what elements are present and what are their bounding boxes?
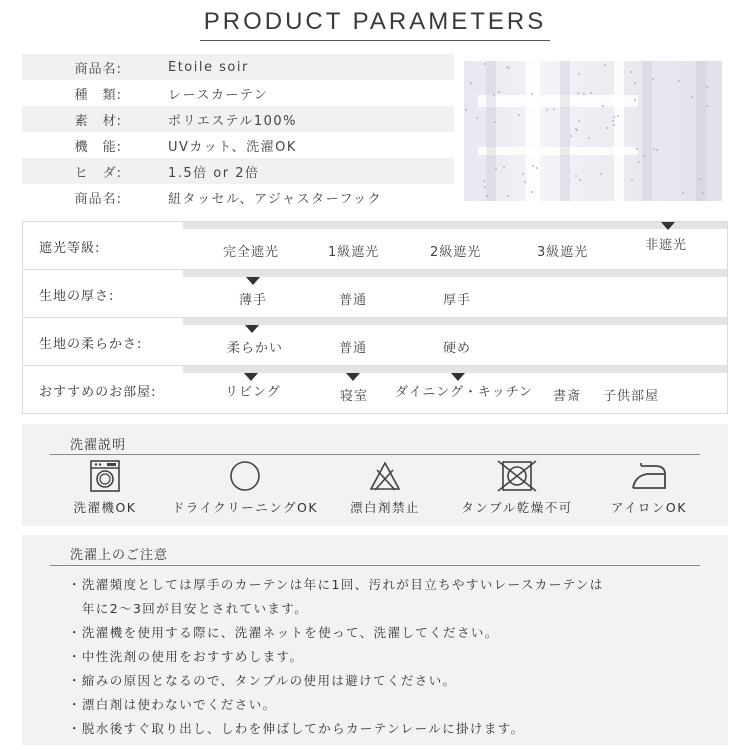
rating-option: 普通 [339,293,368,308]
lace-sparkle [484,63,486,65]
note-item: ・洗濯頻度としては厚手のカーテンは年に1回、汚れが目立ちやすいレースカーテンは [68,577,604,592]
lace-sparkle [678,80,680,82]
rating-band [183,366,727,373]
lace-sparkle [588,137,590,139]
lace-sparkle [617,115,619,117]
param-key: 機 能: [74,139,122,155]
page-heading [0,8,750,41]
lace-sparkle [494,121,496,123]
page-title: PRODUCT PARAMETERS [200,8,550,41]
param-row [22,80,454,106]
selected-marker-icon [244,373,258,381]
lace-sparkle [483,180,485,182]
param-row [22,184,454,210]
note-item: 年に2〜3回が目安とされています。 [68,601,309,616]
parameter-table [22,54,454,210]
selected-marker-icon [346,373,360,381]
lace-sparkle [507,195,509,197]
lace-sparkle [486,195,488,197]
lace-sparkle [590,92,592,94]
lace-sparkle [575,128,577,130]
divider [50,454,700,455]
note-item: ・漂白剤は使わないでください。 [68,697,277,712]
rating-option: 1級遮光 [328,245,380,260]
selected-marker-icon [661,222,675,230]
param-key: 種 類: [74,87,122,103]
rating-band [183,270,727,277]
param-value: Etoile soir [168,59,249,75]
lace-sparkle [699,178,701,180]
lace-sparkle [578,73,580,75]
notes-title: 洗濯上のご注意 [70,548,169,563]
param-value: 1.5倍 or 2倍 [168,165,260,181]
lace-sparkle [583,93,585,95]
rating-label: 遮光等級: [39,241,101,256]
note-item: ・脱水後すぐ取り出し、しわを伸ばしてからカーテンレールに掛けます。 [68,721,525,736]
rating-option: ダイニング・キッチン [395,385,534,400]
lace-sparkle [506,66,508,68]
lace-sparkle [656,149,658,151]
lace-sparkle [503,166,505,168]
lace-sparkle [536,167,538,169]
lace-sparkle [706,86,708,88]
lace-sparkle [570,135,572,137]
lace-sparkle [575,175,577,177]
rating-option: 書斎 [553,389,582,404]
param-value: レースカーテン [168,87,269,103]
lace-sparkle [465,109,467,111]
wash-item-label: 漂白剤禁止 [349,500,420,515]
lace-sparkle [630,71,632,73]
lace-sparkle [652,78,654,80]
rating-option: 2級遮光 [430,245,482,260]
lace-sparkle [495,168,497,170]
wash-item-label: タンブル乾燥不可 [461,500,573,515]
wash-item [170,460,320,516]
lace-sparkle [484,186,486,188]
no-bleach-icon [369,460,401,492]
lace-sparkle [631,179,633,181]
rating-label: 生地の柔らかさ: [39,337,143,352]
lace-sparkle [476,117,478,119]
lace-sparkle [691,96,693,98]
lace-sparkle [579,179,581,181]
rating-option: 薄手 [239,293,268,308]
param-value: UVカット、洗濯OK [168,139,297,155]
lace-sparkle [634,82,636,84]
rating-option: 非遮光 [645,238,688,253]
param-key: 商品名: [74,61,122,77]
rating-option: リビング [225,385,281,400]
washing-panel [22,424,728,526]
rating-band [183,318,727,325]
lace-sparkle [653,148,655,150]
rating-option: 硬め [443,341,472,356]
dry-clean-circle-icon [229,460,261,492]
washing-title: 洗濯説明 [70,438,127,453]
rating-option: 寝室 [340,389,369,404]
rating-band [183,222,727,229]
wash-item [442,460,592,516]
lace-sparkle [518,114,520,116]
lace-sparkle [702,192,704,194]
rating-row-room [22,365,728,414]
wash-item-label: ドライクリーニングOK [171,500,319,515]
lace-sparkle [532,165,534,167]
iron-icon [629,460,669,492]
rating-row-shading [22,221,728,270]
lace-sparkle [682,192,684,194]
divider [50,565,700,566]
lace-sparkle [578,120,580,122]
lace-sparkle [606,127,608,129]
lace-sparkle [577,92,579,94]
param-value: ポリエステル100% [168,113,297,129]
lace-sparkle [706,105,708,107]
lace-sparkle [493,94,495,96]
selected-marker-icon [451,373,465,381]
lace-sparkle [524,181,526,183]
lace-sparkle [634,99,636,101]
lace-sparkle [546,109,548,111]
lace-sparkle [613,124,615,126]
rating-row-softness [22,317,728,366]
rating-option: 柔らかい [227,341,284,356]
lace-sparkle [638,161,640,163]
lace-sparkle [531,191,533,193]
washing-machine-icon [90,460,120,492]
wash-item-label: 洗濯機OK [73,500,137,515]
param-row [22,132,454,158]
wash-item-label: アイロンOK [611,500,687,515]
param-key: 商品名: [74,191,122,207]
rating-label: 生地の厚さ: [39,289,115,304]
lace-sparkle [522,173,524,175]
lace-sparkle [531,93,533,95]
note-item: ・縮みの原因となるので、タンブルの使用は避けてください。 [68,673,457,688]
wash-item [310,460,460,516]
lace-sparkle [470,82,472,84]
lace-sparkle [553,108,555,110]
rating-option: 完全遮光 [223,245,280,260]
selected-marker-icon [245,325,259,333]
param-row [22,158,454,184]
rating-row-thickness [22,269,728,318]
selected-marker-icon [246,277,260,285]
rating-option: 普通 [339,341,368,356]
param-row [22,54,454,80]
rating-option: 厚手 [443,293,472,308]
rating-block [22,221,728,414]
lace-sparkle [602,105,604,107]
rating-label: おすすめのお部屋: [39,385,157,400]
lace-sparkle [600,173,602,175]
wash-item [574,460,724,516]
lace-sparkle [612,120,614,122]
lace-curtain-photo [464,61,722,201]
lace-sparkle [498,91,500,93]
washing-notes-panel [22,535,728,745]
rating-option: 子供部屋 [603,389,660,404]
note-item: ・洗濯機を使用する際に、洗濯ネットを使って、洗濯してください。 [68,625,499,640]
notes-list [68,573,604,741]
note-item: ・中性洗剤の使用をおすすめします。 [68,649,304,664]
param-key: 素 材: [74,113,122,129]
param-row [22,106,454,132]
lace-sparkle [613,116,615,118]
lace-sparkle [643,155,645,157]
lace-sparkle [508,67,510,69]
param-value: 紐タッセル、アジャスターフック [168,191,383,207]
lace-sparkle [604,64,606,66]
rating-option: 3級遮光 [537,245,589,260]
no-tumble-dry-icon [497,460,537,492]
param-key: ヒ ダ: [74,165,122,181]
lace-sparkle [636,148,638,150]
wash-item [30,460,180,516]
